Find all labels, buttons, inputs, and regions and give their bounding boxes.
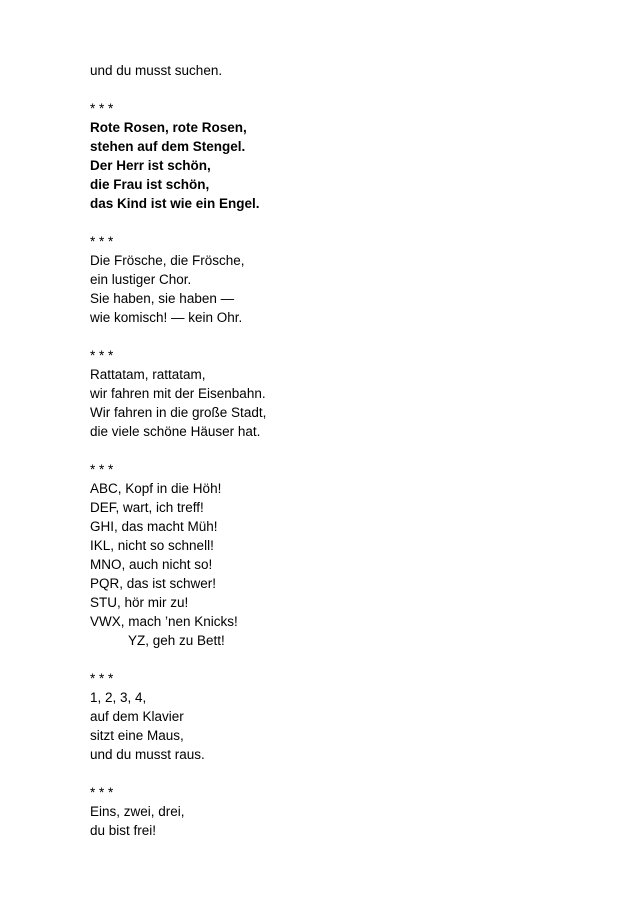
poem-line: Der Herr ist schön,: [90, 158, 211, 173]
poem-line: Wir fahren in die große Stadt,: [90, 405, 267, 420]
separator-stars: * * *: [90, 348, 114, 363]
document-page: [90, 61, 610, 840]
poem-line: Sie haben, sie haben —: [90, 291, 235, 306]
poem-block: [90, 669, 610, 764]
poem-line: die viele schöne Häuser hat.: [90, 424, 261, 439]
block-gap: [90, 650, 610, 669]
poem-line: DEF, wart, ich treff!: [90, 500, 204, 515]
poem-line: ein lustiger Chor.: [90, 272, 192, 287]
poem-line: STU, hör mir zu!: [90, 595, 189, 610]
block-gap: [90, 80, 610, 99]
poem-line-indented: YZ, geh zu Bett!: [128, 633, 225, 648]
poem-line: du bist frei!: [90, 823, 157, 838]
poem-line: das Kind ist wie ein Engel.: [90, 196, 260, 211]
poem-line: und du musst raus.: [90, 747, 205, 762]
separator-stars: * * *: [90, 101, 114, 116]
poem-line: PQR, das ist schwer!: [90, 576, 217, 591]
poem-line: auf dem Klavier: [90, 709, 184, 724]
poem-line: MNO, auch nicht so!: [90, 557, 213, 572]
separator-stars: * * *: [90, 462, 114, 477]
poem-line: wie komisch! — kein Ohr.: [90, 310, 243, 325]
poem-line: 1, 2, 3, 4,: [90, 690, 147, 705]
separator-stars: * * *: [90, 234, 114, 249]
separator-stars: * * *: [90, 671, 114, 686]
poem-line: VWX, mach ’nen Knicks!: [90, 614, 238, 629]
poem-line: die Frau ist schön,: [90, 177, 210, 192]
poem-block: [90, 61, 610, 80]
block-gap: [90, 441, 610, 460]
poem-block: [90, 346, 610, 441]
block-gap: [90, 213, 610, 232]
poem-line: Eins, zwei, drei,: [90, 804, 185, 819]
poem-line: Die Frösche, die Frösche,: [90, 253, 245, 268]
poem-line: Rote Rosen, rote Rosen,: [90, 120, 247, 135]
poem-line: wir fahren mit der Eisenbahn.: [90, 386, 266, 401]
poem-line: GHI, das macht Müh!: [90, 519, 218, 534]
poem-line: stehen auf dem Stengel.: [90, 139, 246, 154]
poem-line: sitzt eine Maus,: [90, 728, 184, 743]
block-gap: [90, 764, 610, 783]
poem-line: ABC, Kopf in die Höh!: [90, 481, 222, 496]
poem-line: IKL, nicht so schnell!: [90, 538, 214, 553]
poem-block: [90, 460, 610, 650]
poem-block: [90, 783, 610, 840]
poem-block: [90, 99, 610, 213]
separator-stars: * * *: [90, 785, 114, 800]
poem-line: Rattatam, rattatam,: [90, 367, 206, 382]
block-gap: [90, 327, 610, 346]
poem-block: [90, 232, 610, 327]
poem-line: und du musst suchen.: [90, 63, 223, 78]
